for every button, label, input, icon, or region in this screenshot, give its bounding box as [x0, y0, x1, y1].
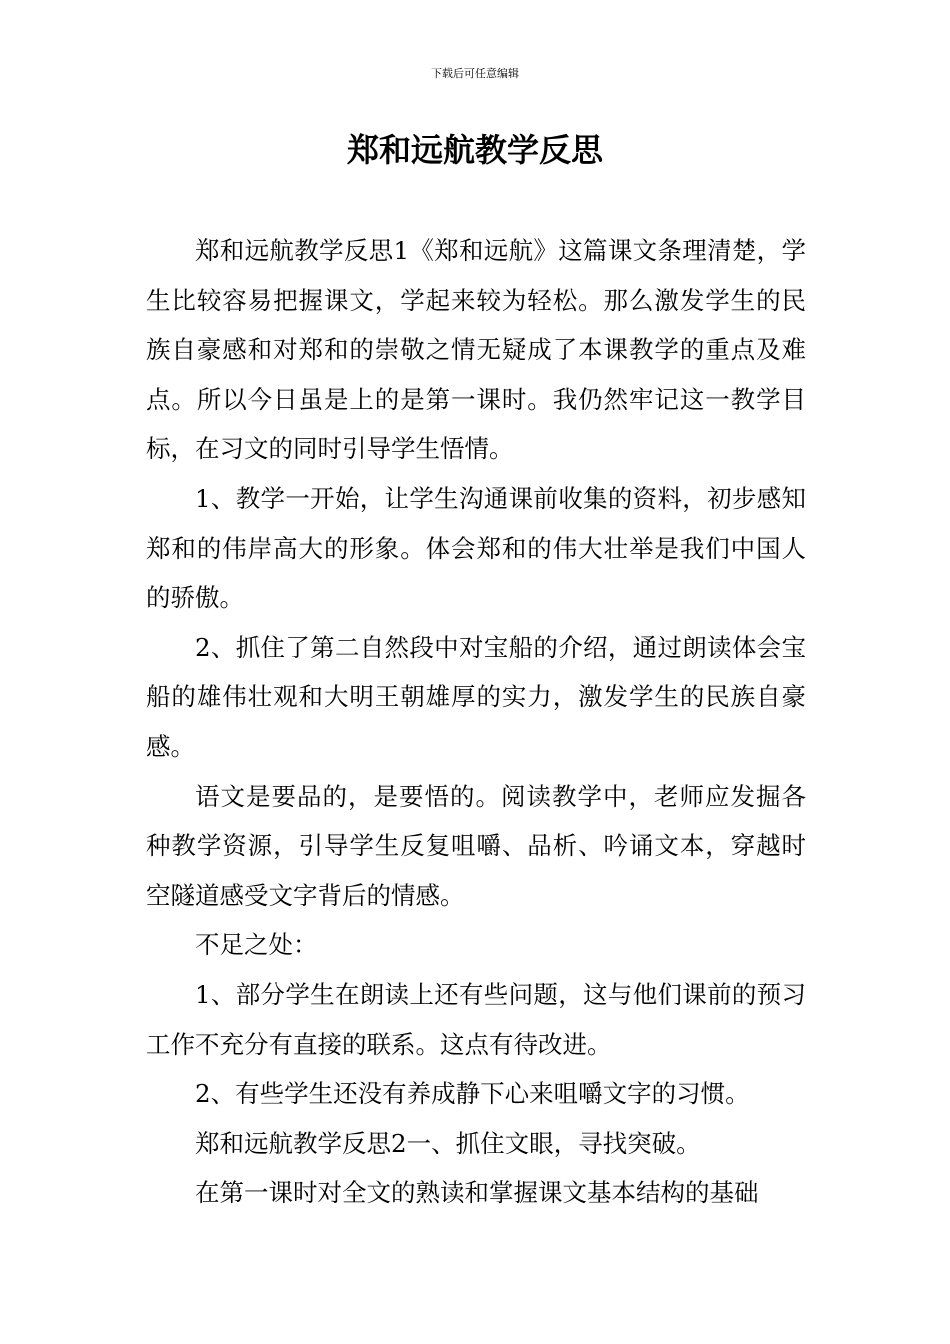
paragraph: 1、教学一开始，让学生沟通课前收集的资料，初步感知郑和的伟岸高大的形象。体会郑和的伟大壮举是我们中国人的骄傲。	[146, 483, 806, 613]
page-header-note: 下载后可任意编辑	[431, 67, 519, 80]
paragraph: 2、有些学生还没有养成静下心来咀嚼文字的习惯。	[195, 1079, 750, 1109]
paragraph: 1、部分学生在朗读上还有些问题，这与他们课前的预习工作不充分有直接的联系。这点有待改进。	[146, 979, 806, 1059]
paragraph: 在第一课时对全文的熟读和掌握课文基本结构的基础	[195, 1178, 759, 1208]
paragraph: 语文是要品的，是要悟的。阅读教学中，老师应发掘各种教学资源，引导学生反复咀嚼、品析、吟诵文本，穿越时空隧道感受文字背后的情感。	[146, 781, 806, 910]
paragraph: 不足之处：	[195, 930, 318, 960]
paragraph: 2、抓住了第二自然段中对宝船的介绍，通过朗读体会宝船的雄伟壮观和大明王朝雄厚的实力，激发学生的民族自豪感。	[146, 632, 806, 761]
document-title: 郑和远航教学反思	[346, 131, 603, 169]
paragraph: 郑和远航教学反思1《郑和远航》这篇课文条理清楚，学生比较容易把握课文，学起来较为轻松。那么激发学生的民族自豪感和对郑和的崇敬之情无疑成了本课教学的重点及难点。所以今日虽是上的是第一课时。我仍然牢记这一教学目标，在习文的同时引导学生悟情。	[146, 236, 806, 464]
paragraph: 郑和远航教学反思2一、抓住文眼，寻找突破。	[195, 1128, 701, 1158]
document-body	[146, 226, 806, 1218]
